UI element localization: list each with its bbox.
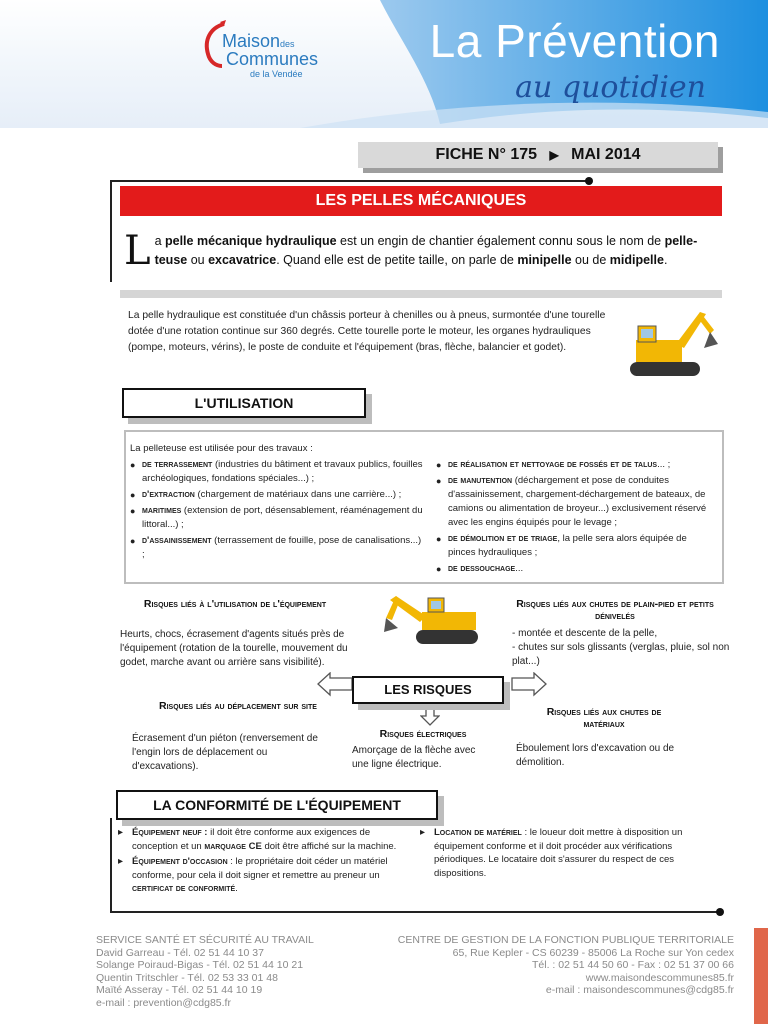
intro-keyword: excavatrice xyxy=(208,253,277,267)
conformite-right-column xyxy=(420,826,716,882)
list-item-keyword: de dessouchage xyxy=(448,563,516,574)
risk-falls-heading: Risques liés aux chutes de plain-pied et petits dénivelés xyxy=(516,598,714,622)
footer-line: Quentin Tritschler - Tél. 02 53 33 01 48 xyxy=(96,971,278,984)
frame-top-line xyxy=(110,180,588,182)
list-item-keyword: maritimes xyxy=(142,505,182,516)
footer-line: CENTRE DE GESTION DE LA FONCTION PUBLIQUE TERRITORIALE xyxy=(397,934,734,946)
footer-line: 65, Rue Kepler - CS 60239 - 85006 La Roche sur Yon cedex xyxy=(452,946,734,959)
list-item-text: . xyxy=(235,883,238,894)
list-item-keyword: marquage CE xyxy=(204,840,262,852)
main-title: LES PELLES MÉCANIQUES xyxy=(120,186,722,216)
risk-falls-line: - montée et descente de la pelle, xyxy=(512,628,658,639)
utilisation-right-column xyxy=(436,456,716,578)
list-item-text: ... xyxy=(515,563,524,574)
list-item-keyword: Location de matériel xyxy=(434,827,522,838)
intro-keyword: midipelle xyxy=(609,253,664,267)
intro-text: ou xyxy=(187,253,209,267)
list-item xyxy=(118,826,412,853)
footer-contacts xyxy=(96,934,314,1009)
excavator-icon xyxy=(616,300,720,384)
list-item xyxy=(142,458,424,486)
list-item xyxy=(142,504,424,532)
list-item-keyword: de démolition et de triage xyxy=(448,533,558,544)
list-item-keyword: d'extraction xyxy=(142,489,195,500)
list-item xyxy=(142,488,424,502)
conformite-heading: LA CONFORMITÉ DE L'ÉQUIPEMENT xyxy=(116,790,438,820)
brand-subtitle: au quotidien xyxy=(515,70,706,105)
risk-move-text: Écrasement d'un piéton (renversement de l'engin lors de déplacement ou d'excavations). xyxy=(132,733,318,772)
list-item-text: (extension de port, désensablement, réaménagement du littoral...) ; xyxy=(142,505,423,530)
intro-text: ou de xyxy=(571,253,610,267)
list-item-text: il doit être conforme aux exigences de conception et un xyxy=(132,827,371,852)
separator-bar xyxy=(120,290,722,298)
page-header xyxy=(0,0,768,128)
arrow-down-icon xyxy=(420,704,440,726)
excavator-side-icon xyxy=(382,588,486,648)
utilisation-lead: La pelleteuse est utilisée pour des travaux : xyxy=(130,443,313,454)
list-item-keyword: Équipement neuf : xyxy=(132,827,208,838)
list-item xyxy=(118,855,412,896)
utilisation-left-column xyxy=(130,442,424,564)
intro-keyword: minipelle xyxy=(517,253,572,267)
risk-materials-heading: Risques liés aux chutes de matériaux xyxy=(546,706,662,730)
footer-line: e-mail : maisondescommunes@cdg85.fr xyxy=(545,984,734,996)
triangle-right-icon: ▶ xyxy=(549,148,559,162)
list-item xyxy=(448,458,716,472)
list-item-text: : le propriétaire doit céder un matériel conforme, pour cela il doit signer et remettre au preneur un xyxy=(132,856,388,881)
intro-text: . xyxy=(663,253,668,267)
risk-electric-text: Amorçage de la flèche avec une ligne électrique. xyxy=(352,745,476,770)
footer-line: Solange Poiraud-Bigas - Tél. 02 51 44 10 21 xyxy=(96,959,304,971)
risk-falls-line: - chutes sur sols glissants (verglas, pluie, sol non plat...) xyxy=(512,642,730,667)
footer-red-strip xyxy=(754,928,768,1024)
frame-dot-bottom xyxy=(716,908,724,916)
footer-line: e-mail : prevention@cdg85.fr xyxy=(96,996,231,1009)
list-item xyxy=(448,474,716,530)
list-item xyxy=(448,532,716,560)
intro-keyword: pelle mécanique hydraulique xyxy=(165,234,337,248)
drop-cap: L xyxy=(124,228,151,274)
list-item xyxy=(142,534,424,562)
footer-address xyxy=(398,934,734,997)
risk-electric-heading: Risques électriques xyxy=(379,728,467,740)
intro-paragraph xyxy=(124,228,720,274)
footer-line: Maïté Asseray - Tél. 02 51 44 10 19 xyxy=(96,984,263,996)
conformite-left-column xyxy=(118,826,412,898)
frame-bottom-line xyxy=(110,911,720,913)
brand-title: La Prévention xyxy=(429,15,720,67)
utilisation-box xyxy=(124,430,724,584)
footer-line: David Garreau - Tél. 02 51 44 10 37 xyxy=(96,946,264,959)
arrow-left-icon xyxy=(316,672,354,702)
intro-text: . Quand elle est de petite taille, on parle de xyxy=(276,253,518,267)
list-item-text: , la pelle sera alors équipée de pinces hydrauliques ; xyxy=(448,533,687,558)
intro-text: est un engin de chantier également connu sous le nom de xyxy=(336,234,665,248)
risk-move-heading: Risques liés au déplacement sur site xyxy=(159,700,317,712)
list-item-text: (terrassement de fouille, pose de canalisations...) ; xyxy=(142,535,422,560)
intro-keyword: pelle-teuse xyxy=(154,234,698,267)
list-item-keyword: d'assainissement xyxy=(142,535,212,546)
intro-text: a xyxy=(154,234,165,248)
frame-left-line-bottom xyxy=(110,818,112,913)
risk-falls-text xyxy=(512,627,732,669)
utilisation-heading: L'UTILISATION xyxy=(122,388,366,418)
list-item-text: ... ; xyxy=(657,459,671,470)
logo-line-1: Maison xyxy=(222,31,281,51)
risques-heading: LES RISQUES xyxy=(352,676,504,704)
list-item xyxy=(448,562,716,576)
list-item xyxy=(420,826,716,880)
list-item-keyword: de manutention xyxy=(448,475,513,486)
list-item-text: : le loueur doit mettre à disposition un équipement conforme et il doit procéder aux vérifications périodiques. Le locataire doit s'assurer du respect de ces dispositions. xyxy=(434,827,683,879)
list-item-text: (industries du bâtiment et travaux publics, fouilles archéologiques, fondations spéciales...) ; xyxy=(142,459,423,484)
risk-usage-heading: Risques liés à l'utilisation de l'équipement xyxy=(143,598,327,610)
logo-line-3: de la Vendée xyxy=(250,69,303,79)
description-paragraph: La pelle hydraulique est constituée d'un châssis porteur à chenilles ou à pneus, surmontée d'une tourelle dotée d'une rotation continue sur 360 degrés. Cette tourelle porte le moteur, les organes hydrauliques (pompe, moteurs, vérins), le poste de conduite et l'équipement (bras, flèche, balancier et godet). xyxy=(128,310,606,353)
list-item-text: (déchargement et pose de conduites d'assainissement, chargement-déchargement de bateaux, de camions ou alimentation de broyeur...) exclusivement réservé avec les engins équipés pour le levage ; xyxy=(448,475,707,528)
list-item-text: (chargement de matériaux dans une carrière...) ; xyxy=(194,489,402,500)
arrow-right-icon xyxy=(510,672,548,702)
risk-usage-text: Heurts, chocs, écrasement d'agents situés près de l'équipement (rotation de la tourelle, mouvement du godet, marche avant ou arrière sans visibilité). xyxy=(120,629,348,668)
list-item-text: doit être affiché sur la machine. xyxy=(261,840,397,852)
logo-line-1-small: des xyxy=(280,39,295,49)
list-item-keyword: certificat de conformité xyxy=(132,883,236,894)
list-item-keyword: Équipement d'occasion xyxy=(132,856,228,867)
logo-line-2: Communes xyxy=(226,49,319,69)
frame-dot-top xyxy=(585,177,593,185)
footer-line: Tél. : 02 51 44 50 60 - Fax : 02 51 37 00 66 xyxy=(532,959,734,971)
frame-left-line xyxy=(110,180,112,282)
fiche-number: FICHE N° 175 xyxy=(435,146,538,163)
footer-line: www.maisondescommunes85.fr xyxy=(585,971,734,984)
risk-materials-text: Éboulement lors d'excavation ou de démolition. xyxy=(516,743,675,768)
fiche-band xyxy=(358,142,718,168)
list-item-keyword: de terrassement xyxy=(142,459,213,470)
list-item-keyword: de réalisation et nettoyage de fossés et de talus xyxy=(448,459,658,470)
fiche-date: MAI 2014 xyxy=(571,146,641,163)
logo-text xyxy=(222,32,318,79)
footer-line: SERVICE SANTÉ ET SÉCURITÉ AU TRAVAIL xyxy=(96,934,314,946)
